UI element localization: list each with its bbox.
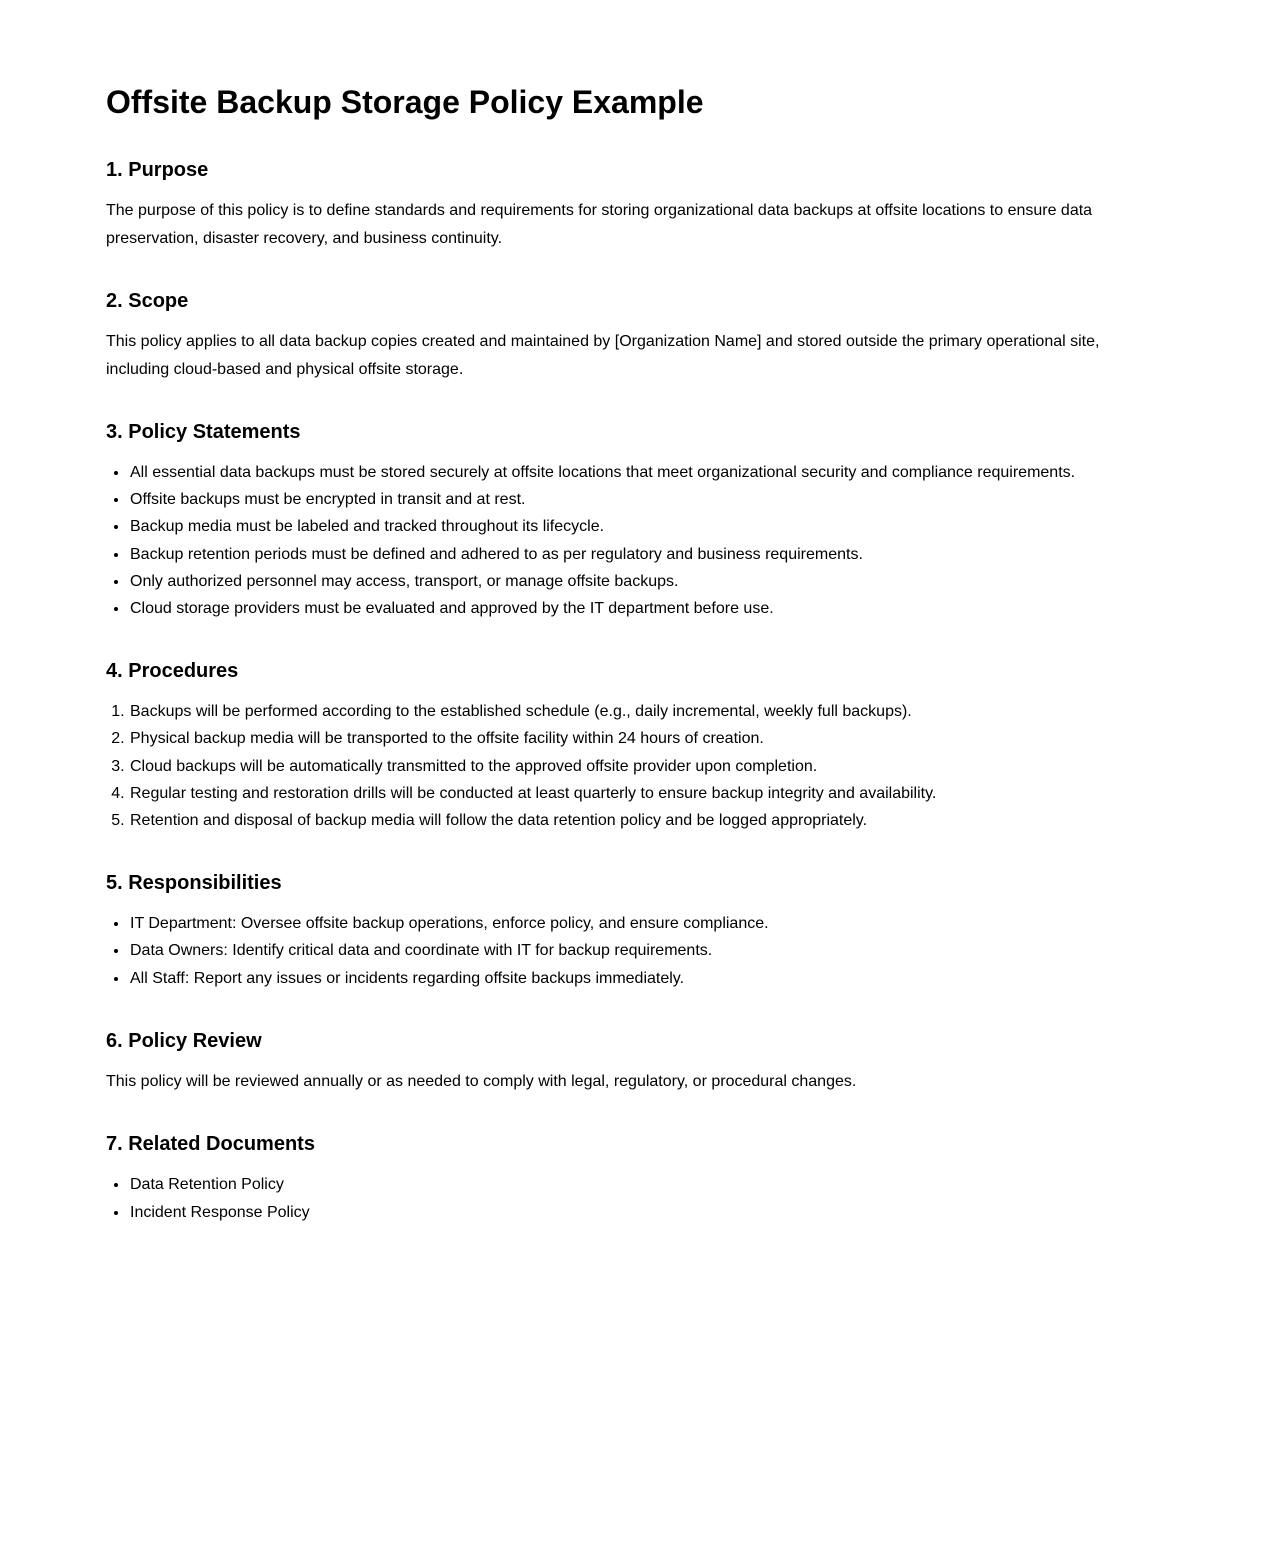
bullet-list bbox=[106, 1171, 1123, 1225]
list-item: • All Staff: Report any issues or incidents regarding offsite backups immediately. bbox=[129, 965, 1123, 992]
list-item: • Only authorized personnel may access, transport, or manage offsite backups. bbox=[129, 568, 1123, 595]
section-paragraph: This policy will be reviewed annually or as needed to comply with legal, regulatory, or procedural changes. bbox=[106, 1072, 857, 1090]
bullet-list bbox=[106, 459, 1123, 622]
list-item: • Backup retention periods must be defined and adhered to as per regulatory and business requirements. bbox=[129, 541, 1123, 568]
list-item: • Offsite backups must be encrypted in transit and at rest. bbox=[129, 486, 1123, 513]
section-heading: 7. Related Documents bbox=[106, 1133, 315, 1156]
section-paragraph: The purpose of this policy is to define standards and requirements for storing organizational data backups at offsite locations to ensure data preservation, disaster recovery, and business continuity. bbox=[106, 202, 1093, 247]
list-item: • Incident Response Policy bbox=[129, 1199, 1123, 1226]
section-related-documents bbox=[106, 1130, 1123, 1225]
list-item: • Data Owners: Identify critical data and coordinate with IT for backup requirements. bbox=[129, 937, 1123, 964]
section-heading: 5. Responsibilities bbox=[106, 872, 282, 895]
numbered-list bbox=[106, 698, 1123, 834]
list-item: 3. Cloud backups will be automatically transmitted to the approved offsite provider upon completion. bbox=[129, 753, 1123, 780]
section-paragraph: This policy applies to all data backup copies created and maintained by [Organization Name] and stored outside the primary operational site, including cloud-based and physical offsite storage. bbox=[106, 333, 1100, 378]
section-policy-statements bbox=[106, 418, 1123, 622]
section-purpose bbox=[106, 156, 1123, 252]
list-item: 4. Regular testing and restoration drills will be conducted at least quarterly to ensure backup integrity and availability. bbox=[129, 780, 1123, 807]
section-heading: 2. Scope bbox=[106, 290, 189, 312]
page-title: Offsite Backup Storage Policy Example bbox=[106, 84, 704, 120]
list-item: 5. Retention and disposal of backup media will follow the data retention policy and be logged appropriately. bbox=[129, 807, 1123, 834]
section-procedures bbox=[106, 657, 1123, 834]
section-heading: 1. Purpose bbox=[106, 159, 209, 181]
bullet-list bbox=[106, 910, 1123, 992]
section-responsibilities bbox=[106, 869, 1123, 992]
list-item: • Backup media must be labeled and tracked throughout its lifecycle. bbox=[129, 513, 1123, 540]
section-heading: 4. Procedures bbox=[106, 660, 239, 683]
list-item: • All essential data backups must be stored securely at offsite locations that meet organizational security and compliance requirements. bbox=[129, 459, 1123, 486]
section-heading: 3. Policy Statements bbox=[106, 421, 301, 443]
list-item: • Cloud storage providers must be evaluated and approved by the IT department before use. bbox=[129, 595, 1123, 622]
section-heading: 6. Policy Review bbox=[106, 1029, 262, 1052]
list-item: 2. Physical backup media will be transported to the offsite facility within 24 hours of creation. bbox=[129, 725, 1123, 752]
list-item: • IT Department: Oversee offsite backup operations, enforce policy, and ensure compliance. bbox=[129, 910, 1123, 937]
list-item: • Data Retention Policy bbox=[129, 1171, 1123, 1198]
list-item: 1. Backups will be performed according to the established schedule (e.g., daily incremental, weekly full backups). bbox=[129, 698, 1123, 725]
section-policy-review bbox=[106, 1027, 1123, 1096]
section-scope bbox=[106, 287, 1123, 383]
